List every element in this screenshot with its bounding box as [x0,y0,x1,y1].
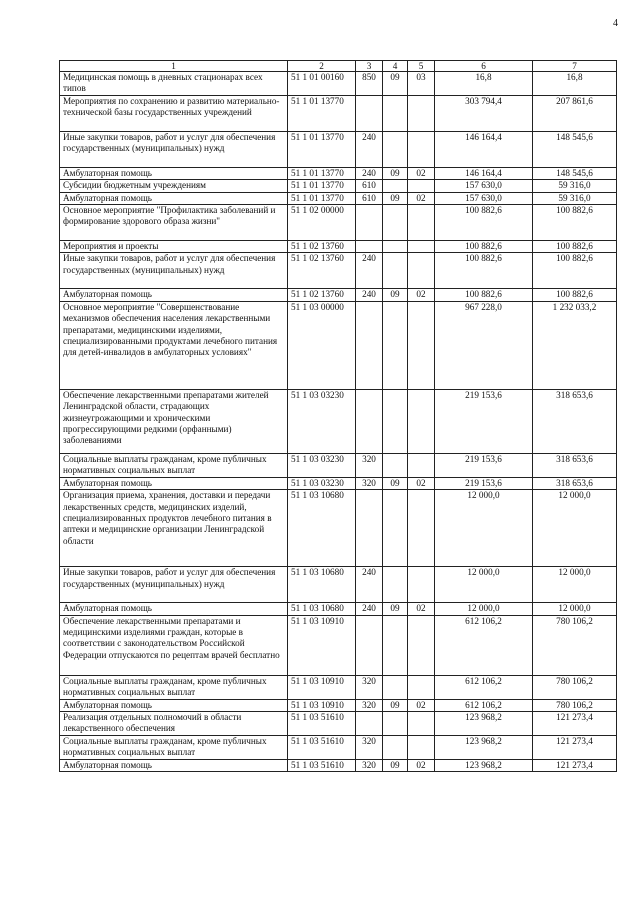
row-code-cell: 51 1 01 13770 [288,95,356,131]
row-amount-1-cell: 100 882,6 [435,289,533,301]
row-amount-2-cell: 100 882,6 [533,289,617,301]
row-amount-2-cell: 318 653,6 [533,453,617,477]
table-row [60,453,617,477]
row-section-cell: 09 [383,760,408,772]
row-amount-2-cell: 318 653,6 [533,477,617,489]
row-name-cell: Основное мероприятие "Совершенствование механизмов обеспечения населения лекарственными препаратами, медицинскими изделиями, специализированными продуктами лечебного питания для детей-инвалидов в амбулаторных условиях" [60,301,288,389]
row-code-cell: 51 1 03 10910 [288,615,356,675]
row-section-cell [383,712,408,736]
header-col-5: 5 [408,61,435,72]
row-amount-2-cell: 148 545,6 [533,131,617,167]
row-code-cell: 51 1 01 13770 [288,192,356,204]
row-subsection-cell [408,180,435,192]
header-col-6: 6 [435,61,533,72]
row-expense-type-cell: 850 [356,72,383,96]
row-amount-1-cell: 12 000,0 [435,603,533,615]
row-amount-1-cell: 219 153,6 [435,477,533,489]
row-expense-type-cell: 320 [356,699,383,711]
row-code-cell: 51 1 03 10680 [288,567,356,603]
row-expense-type-cell [356,95,383,131]
row-amount-2-cell: 12 000,0 [533,490,617,567]
table-row [60,241,617,253]
row-section-cell [383,301,408,389]
row-amount-1-cell: 16,8 [435,72,533,96]
table-row [60,477,617,489]
row-name-cell: Мероприятия по сохранению и развитию материально-технической базы государственных учреждений [60,95,288,131]
row-name-cell: Социальные выплаты гражданам, кроме публичных нормативных социальных выплат [60,736,288,760]
row-section-cell [383,241,408,253]
row-section-cell [383,490,408,567]
table-row [60,567,617,603]
row-amount-2-cell: 59 316,0 [533,180,617,192]
row-amount-2-cell: 318 653,6 [533,389,617,453]
row-amount-2-cell: 100 882,6 [533,205,617,241]
row-code-cell: 51 1 03 03230 [288,453,356,477]
table-header-row [60,61,617,72]
row-subsection-cell [408,675,435,699]
page-number: 4 [613,18,618,29]
row-section-cell: 09 [383,167,408,179]
row-expense-type-cell: 320 [356,760,383,772]
row-name-cell: Иные закупки товаров, работ и услуг для обеспечения государственных (муниципальных) нужд [60,131,288,167]
row-code-cell: 51 1 02 13760 [288,241,356,253]
table-row [60,712,617,736]
row-subsection-cell [408,253,435,289]
row-amount-1-cell: 157 630,0 [435,192,533,204]
table-row [60,72,617,96]
row-name-cell: Социальные выплаты гражданам, кроме публичных нормативных социальных выплат [60,453,288,477]
row-amount-2-cell: 100 882,6 [533,253,617,289]
row-code-cell: 51 1 03 03230 [288,389,356,453]
row-amount-2-cell: 780 106,2 [533,615,617,675]
row-amount-2-cell: 12 000,0 [533,603,617,615]
row-section-cell [383,205,408,241]
row-amount-1-cell: 157 630,0 [435,180,533,192]
row-amount-2-cell: 121 273,4 [533,712,617,736]
row-section-cell [383,567,408,603]
row-name-cell: Субсидии бюджетным учреждениям [60,180,288,192]
row-expense-type-cell: 320 [356,736,383,760]
row-code-cell: 51 1 02 13760 [288,253,356,289]
row-amount-2-cell: 121 273,4 [533,736,617,760]
row-subsection-cell: 02 [408,192,435,204]
row-subsection-cell: 02 [408,477,435,489]
row-amount-1-cell: 12 000,0 [435,490,533,567]
row-name-cell: Амбулаторная помощь [60,192,288,204]
row-amount-2-cell: 780 106,2 [533,675,617,699]
row-name-cell: Обеспечение лекарственными препаратами и медицинскими изделиями граждан, которые в соответствии с законодательством Российской Федерации отпускаются по рецептам врачей бесплатно [60,615,288,675]
row-expense-type-cell: 320 [356,675,383,699]
row-name-cell: Организация приема, хранения, доставки и передачи лекарственных средств, медицинских изделий, специализированных продуктов лечебного питания в аптеки и медицинские организации Ленинградской области [60,490,288,567]
row-code-cell: 51 1 02 13760 [288,289,356,301]
row-section-cell: 09 [383,192,408,204]
row-subsection-cell [408,490,435,567]
row-code-cell: 51 1 01 13770 [288,180,356,192]
row-expense-type-cell [356,490,383,567]
row-amount-1-cell: 100 882,6 [435,205,533,241]
row-name-cell: Мероприятия и проекты [60,241,288,253]
table-body [60,72,617,772]
row-expense-type-cell: 240 [356,253,383,289]
row-name-cell: Обеспечение лекарственными препаратами жителей Ленинградской области, страдающих жизнеугрожающими и хроническими прогрессирующими редкими (орфанными) заболеваниями [60,389,288,453]
row-subsection-cell: 02 [408,760,435,772]
row-subsection-cell: 02 [408,699,435,711]
row-subsection-cell [408,241,435,253]
row-section-cell [383,253,408,289]
row-amount-1-cell: 612 106,2 [435,615,533,675]
row-subsection-cell [408,712,435,736]
row-section-cell [383,736,408,760]
row-name-cell: Иные закупки товаров, работ и услуг для обеспечения государственных (муниципальных) нужд [60,567,288,603]
row-code-cell: 51 1 03 51610 [288,760,356,772]
row-section-cell [383,615,408,675]
row-section-cell [383,131,408,167]
row-expense-type-cell [356,241,383,253]
row-amount-2-cell: 121 273,4 [533,760,617,772]
row-code-cell: 51 1 03 51610 [288,712,356,736]
row-subsection-cell [408,95,435,131]
row-section-cell [383,453,408,477]
table-row [60,736,617,760]
row-name-cell: Медицинская помощь в дневных стационарах всех типов [60,72,288,96]
row-subsection-cell [408,131,435,167]
row-name-cell: Реализация отдельных полномочий в области лекарственного обеспечения [60,712,288,736]
row-name-cell: Амбулаторная помощь [60,603,288,615]
row-section-cell: 09 [383,699,408,711]
row-amount-2-cell: 148 545,6 [533,167,617,179]
row-name-cell: Амбулаторная помощь [60,699,288,711]
row-expense-type-cell: 610 [356,192,383,204]
table-row [60,301,617,389]
row-section-cell: 09 [383,72,408,96]
header-col-4: 4 [383,61,408,72]
row-amount-1-cell: 612 106,2 [435,675,533,699]
row-name-cell: Амбулаторная помощь [60,167,288,179]
row-code-cell: 51 1 03 00000 [288,301,356,389]
row-code-cell: 51 1 01 00160 [288,72,356,96]
row-expense-type-cell: 240 [356,603,383,615]
row-amount-2-cell: 12 000,0 [533,567,617,603]
row-section-cell [383,180,408,192]
table-row [60,389,617,453]
header-col-1: 1 [60,61,288,72]
table-row [60,760,617,772]
table-row [60,167,617,179]
row-amount-1-cell: 100 882,6 [435,253,533,289]
row-expense-type-cell [356,301,383,389]
table-row [60,615,617,675]
row-section-cell [383,95,408,131]
row-amount-1-cell: 612 106,2 [435,699,533,711]
row-amount-1-cell: 123 968,2 [435,760,533,772]
row-amount-1-cell: 123 968,2 [435,736,533,760]
row-code-cell: 51 1 02 00000 [288,205,356,241]
table-row [60,131,617,167]
row-expense-type-cell: 240 [356,131,383,167]
budget-table [59,60,617,772]
row-amount-1-cell: 219 153,6 [435,389,533,453]
table-row [60,603,617,615]
row-subsection-cell [408,736,435,760]
row-code-cell: 51 1 03 10680 [288,490,356,567]
header-col-2: 2 [288,61,356,72]
row-code-cell: 51 1 03 10910 [288,699,356,711]
header-col-7: 7 [533,61,617,72]
row-amount-1-cell: 967 228,0 [435,301,533,389]
row-name-cell: Основное мероприятие "Профилактика заболеваний и формирование здорового образа жизни" [60,205,288,241]
row-section-cell: 09 [383,289,408,301]
row-name-cell: Амбулаторная помощь [60,477,288,489]
header-col-3: 3 [356,61,383,72]
row-code-cell: 51 1 03 10910 [288,675,356,699]
row-amount-2-cell: 207 861,6 [533,95,617,131]
row-expense-type-cell: 320 [356,453,383,477]
row-code-cell: 51 1 03 51610 [288,736,356,760]
row-amount-2-cell: 16,8 [533,72,617,96]
row-section-cell [383,389,408,453]
row-amount-1-cell: 123 968,2 [435,712,533,736]
row-expense-type-cell [356,712,383,736]
row-subsection-cell: 02 [408,603,435,615]
row-amount-1-cell: 146 164,4 [435,131,533,167]
row-subsection-cell [408,615,435,675]
table-row [60,490,617,567]
table-row [60,192,617,204]
row-section-cell: 09 [383,603,408,615]
row-subsection-cell: 02 [408,167,435,179]
row-amount-2-cell: 59 316,0 [533,192,617,204]
row-subsection-cell [408,301,435,389]
row-amount-2-cell: 100 882,6 [533,241,617,253]
row-amount-1-cell: 12 000,0 [435,567,533,603]
row-expense-type-cell: 610 [356,180,383,192]
row-amount-1-cell: 219 153,6 [435,453,533,477]
row-subsection-cell [408,453,435,477]
row-subsection-cell: 02 [408,289,435,301]
row-amount-1-cell: 100 882,6 [435,241,533,253]
row-name-cell: Иные закупки товаров, работ и услуг для обеспечения государственных (муниципальных) нужд [60,253,288,289]
row-subsection-cell [408,567,435,603]
table-row [60,180,617,192]
row-expense-type-cell: 240 [356,167,383,179]
row-section-cell: 09 [383,477,408,489]
row-subsection-cell [408,389,435,453]
row-amount-2-cell: 780 106,2 [533,699,617,711]
table-row [60,253,617,289]
row-expense-type-cell: 320 [356,477,383,489]
row-section-cell [383,675,408,699]
row-subsection-cell [408,205,435,241]
table-row [60,675,617,699]
row-code-cell: 51 1 03 10680 [288,603,356,615]
row-expense-type-cell [356,389,383,453]
row-name-cell: Амбулаторная помощь [60,289,288,301]
table-row [60,699,617,711]
row-expense-type-cell [356,615,383,675]
row-expense-type-cell [356,205,383,241]
row-subsection-cell: 03 [408,72,435,96]
row-expense-type-cell: 240 [356,289,383,301]
row-amount-2-cell: 1 232 033,2 [533,301,617,389]
row-code-cell: 51 1 03 03230 [288,477,356,489]
row-amount-1-cell: 303 794,4 [435,95,533,131]
table-row [60,95,617,131]
table-row [60,205,617,241]
row-name-cell: Социальные выплаты гражданам, кроме публичных нормативных социальных выплат [60,675,288,699]
row-code-cell: 51 1 01 13770 [288,131,356,167]
row-expense-type-cell: 240 [356,567,383,603]
row-amount-1-cell: 146 164,4 [435,167,533,179]
table-row [60,289,617,301]
row-code-cell: 51 1 01 13770 [288,167,356,179]
row-name-cell: Амбулаторная помощь [60,760,288,772]
